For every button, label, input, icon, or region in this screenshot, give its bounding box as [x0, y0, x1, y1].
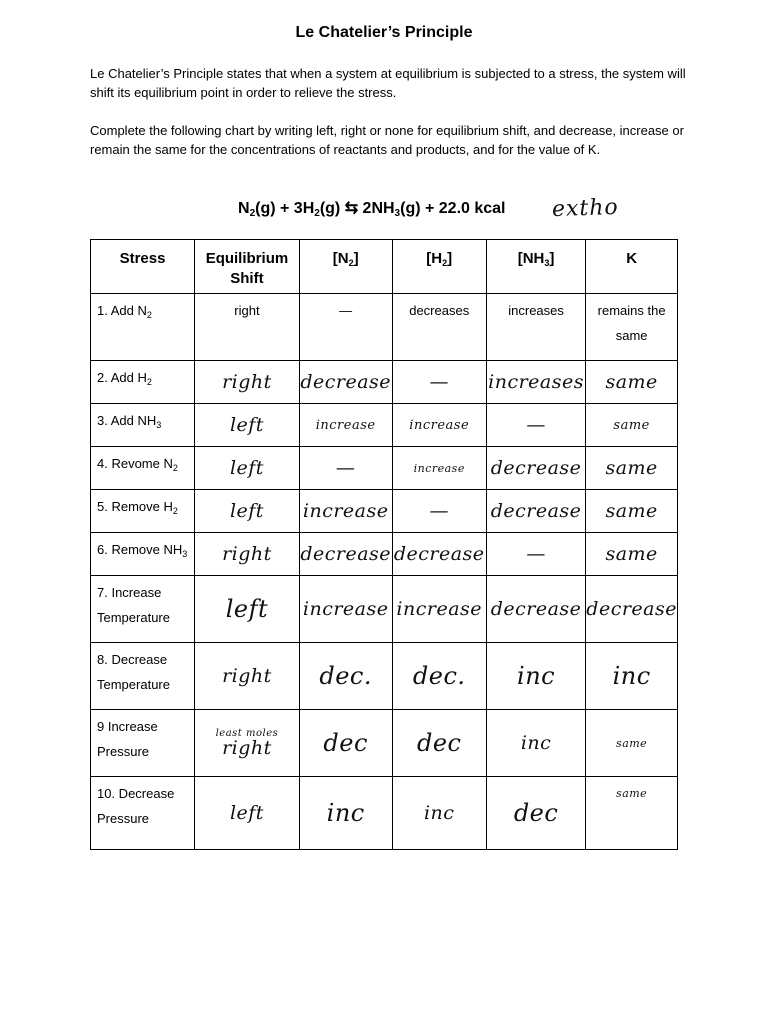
stress-cell: 1. Add $N_2$: [91, 294, 195, 361]
nh3-cell: dec: [486, 777, 585, 850]
h2-cell: increase: [392, 404, 486, 447]
h2-cell: —: [392, 361, 486, 404]
nh3-cell: —: [486, 533, 585, 576]
h2-cell: —: [392, 490, 486, 533]
stress-cell: 2. Add $H_2$: [91, 361, 195, 404]
header-stress: Stress: [91, 240, 195, 294]
h2-cell: dec.: [392, 643, 486, 710]
nh3-cell: —: [486, 404, 585, 447]
k-cell: same: [586, 777, 678, 850]
n2-cell: decrease: [299, 361, 392, 404]
k-cell: same: [586, 404, 678, 447]
h2-cell: inc: [392, 777, 486, 850]
n2-cell: —: [299, 294, 392, 361]
h2-cell: decrease: [392, 533, 486, 576]
table-row: [91, 361, 678, 404]
handwritten-note: extho: [551, 194, 620, 223]
shift-cell: right: [195, 533, 300, 576]
header-equilibrium-shift: Equilibrium Shift: [195, 240, 300, 294]
nh3-cell: decrease: [486, 490, 585, 533]
k-cell: inc: [586, 643, 678, 710]
k-cell: same: [586, 710, 678, 777]
n2-cell: dec.: [299, 643, 392, 710]
table-row: [91, 490, 678, 533]
shift-value: right: [222, 736, 272, 759]
k-cell: same: [586, 533, 678, 576]
nh3-cell: decrease: [486, 576, 585, 643]
stress-cell: 6. Remove $NH_3$: [91, 533, 195, 576]
table-header-row: [91, 240, 678, 294]
stress-cell: 10. Decrease Pressure: [91, 777, 195, 850]
shift-cell: left: [195, 777, 300, 850]
header-n2: $[N_2]$: [299, 240, 392, 294]
stress-cell: 8. Decrease Temperature: [91, 643, 195, 710]
page-title: Le Chatelier’s Principle: [295, 24, 473, 41]
n2-cell: increase: [299, 404, 392, 447]
shift-cell: right: [195, 361, 300, 404]
k-cell: decrease: [586, 576, 678, 643]
table-row: [91, 404, 678, 447]
shift-note: least moles: [215, 727, 279, 739]
n2-cell: increase: [299, 490, 392, 533]
k-cell: same: [586, 361, 678, 404]
nh3-cell: decrease: [486, 447, 585, 490]
table-row: [91, 777, 678, 850]
stress-cell: 9 Increase Pressure: [91, 710, 195, 777]
intro-paragraph: Le Chatelier’s Principle states that when a system at equilibrium is subjected to a stress, the system will shift its equilibrium point in order to relieve the stress.: [90, 66, 686, 100]
table-row: [91, 447, 678, 490]
table-row: [91, 643, 678, 710]
header-nh3: $[NH_3]$: [486, 240, 585, 294]
h2-cell: increase: [392, 447, 486, 490]
table-row: [91, 576, 678, 643]
shift-cell: left: [195, 447, 300, 490]
table-row: [91, 533, 678, 576]
h2-cell: decreases: [392, 294, 486, 361]
k-cell: same: [586, 447, 678, 490]
nh3-cell: increases: [486, 361, 585, 404]
shift-cell: right: [195, 643, 300, 710]
n2-cell: inc: [299, 777, 392, 850]
n2-cell: —: [299, 447, 392, 490]
table-row: [91, 294, 678, 361]
stress-cell: 5. Remove $H_2$: [91, 490, 195, 533]
chemical-equation: $N_2(g) + 3H_2(g)$ ⇆ $2NH_3(g) + 22.0$ kcal: [238, 200, 506, 219]
stress-cell: 7. Increase Temperature: [91, 576, 195, 643]
nh3-cell: inc: [486, 643, 585, 710]
shift-cell: left: [195, 490, 300, 533]
table-row: [91, 710, 678, 777]
header-h2: $[H_2]$: [392, 240, 486, 294]
n2-cell: increase: [299, 576, 392, 643]
k-cell: remains the same: [586, 294, 678, 361]
n2-cell: decrease: [299, 533, 392, 576]
n2-cell: dec: [299, 710, 392, 777]
instructions-paragraph: Complete the following chart by writing left, right or none for equilibrium shift, and decrease, increase or remain the same for the concentrations of reactants and products, and for the value of K.: [90, 123, 684, 157]
equilibrium-table: [90, 239, 678, 850]
stress-cell: 3. Add $NH_3$: [91, 404, 195, 447]
nh3-cell: increases: [486, 294, 585, 361]
nh3-cell: inc: [486, 710, 585, 777]
stress-cell: 4. Revome $N_2$: [91, 447, 195, 490]
h2-cell: dec: [392, 710, 486, 777]
h2-cell: increase: [392, 576, 486, 643]
shift-cell: left: [195, 404, 300, 447]
k-cell: same: [586, 490, 678, 533]
shift-cell: left: [195, 576, 300, 643]
shift-cell: [195, 710, 300, 777]
header-k: K: [586, 240, 678, 294]
shift-cell: right: [195, 294, 300, 361]
